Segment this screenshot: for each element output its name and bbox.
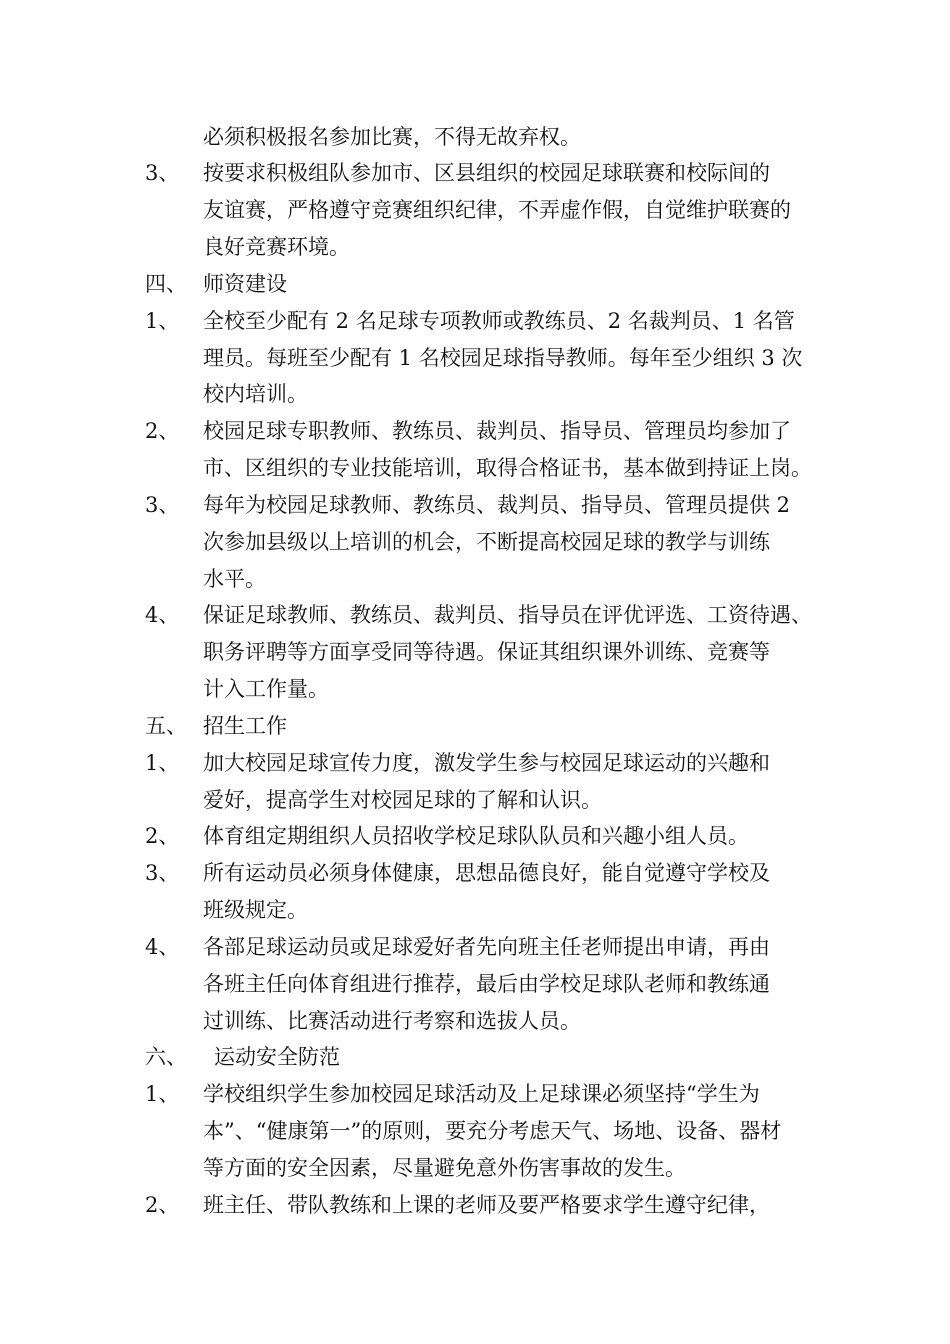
line-text: 班主任、带队教练和上课的老师及要严格要求学生遵守纪律，	[203, 1193, 770, 1217]
line-text: 必须积极报名参加比赛，不得无故弃权。	[203, 125, 581, 149]
line-text: 各班主任向体育组进行推荐，最后由学校足球队老师和教练通	[203, 972, 770, 996]
line-text: 全校至少配有 2 名足球专项教师或教练员、2 名裁判员、1 名管	[203, 309, 795, 333]
section-title: 招生工作	[203, 714, 287, 738]
section-title: 师资建设	[203, 272, 287, 296]
item-number: 4、	[145, 603, 180, 627]
item-number: 3、	[145, 493, 180, 517]
line-text: 爱好，提高学生对校园足球的了解和认识。	[203, 788, 602, 812]
line-text: 校内培训。	[203, 382, 308, 406]
line-text: 等方面的安全因素，尽量避免意外伤害事故的发生。	[203, 1156, 686, 1180]
line-text: 过训练、比赛活动进行考察和选拔人员。	[203, 1009, 581, 1033]
section-number: 六、	[145, 1045, 187, 1069]
line-text: 本”、“健康第一”的原则，要充分考虑天气、场地、设备、器材	[203, 1119, 782, 1143]
line-text: 加大校园足球宣传力度，激发学生参与校园足球运动的兴趣和	[203, 751, 770, 775]
item-number: 3、	[145, 861, 180, 885]
line-text: 职务评聘等方面享受同等待遇。保证其组织课外训练、竞赛等	[203, 640, 770, 664]
item-number: 2、	[145, 1193, 180, 1217]
item-number: 2、	[145, 824, 180, 848]
line-text: 良好竞赛环境。	[203, 235, 350, 259]
line-text: 学校组织学生参加校园足球活动及上足球课必须坚持“学生为	[203, 1082, 760, 1106]
line-text: 各部足球运动员或足球爱好者先向班主任老师提出申请，再由	[203, 935, 770, 959]
item-number: 1、	[145, 1082, 180, 1106]
section-title: 运动安全防范	[214, 1045, 340, 1069]
line-text: 体育组定期组织人员招收学校足球队队员和兴趣小组人员。	[203, 824, 749, 848]
line-text: 所有运动员必须身体健康，思想品德良好，能自觉遵守学校及	[203, 861, 770, 885]
line-text: 计入工作量。	[203, 677, 329, 701]
line-text: 按要求积极组队参加市、区县组织的校园足球联赛和校际间的	[203, 161, 770, 185]
line-text: 保证足球教师、教练员、裁判员、指导员在评优评选、工资待遇、	[203, 603, 812, 627]
line-text: 次参加县级以上培训的机会，不断提高校园足球的教学与训练	[203, 530, 770, 554]
line-text: 每年为校园足球教师、教练员、裁判员、指导员、管理员提供 2	[203, 493, 791, 517]
line-text: 理员。每班至少配有 1 名校园足球指导教师。每年至少组织 3 次	[203, 346, 803, 370]
item-number: 1、	[145, 751, 180, 775]
section-number: 四、	[145, 272, 187, 296]
line-text: 水平。	[203, 567, 266, 591]
line-text: 校园足球专职教师、教练员、裁判员、指导员、管理员均参加了	[203, 419, 791, 443]
item-number: 1、	[145, 309, 180, 333]
line-text: 班级规定。	[203, 898, 308, 922]
item-number: 2、	[145, 419, 180, 443]
item-number: 4、	[145, 935, 180, 959]
line-text: 市、区组织的专业技能培训，取得合格证书，基本做到持证上岗。	[203, 456, 812, 480]
item-number: 3、	[145, 161, 180, 185]
line-text: 友谊赛，严格遵守竞赛组织纪律，不弄虚作假，自觉维护联赛的	[203, 198, 791, 222]
section-number: 五、	[145, 714, 187, 738]
